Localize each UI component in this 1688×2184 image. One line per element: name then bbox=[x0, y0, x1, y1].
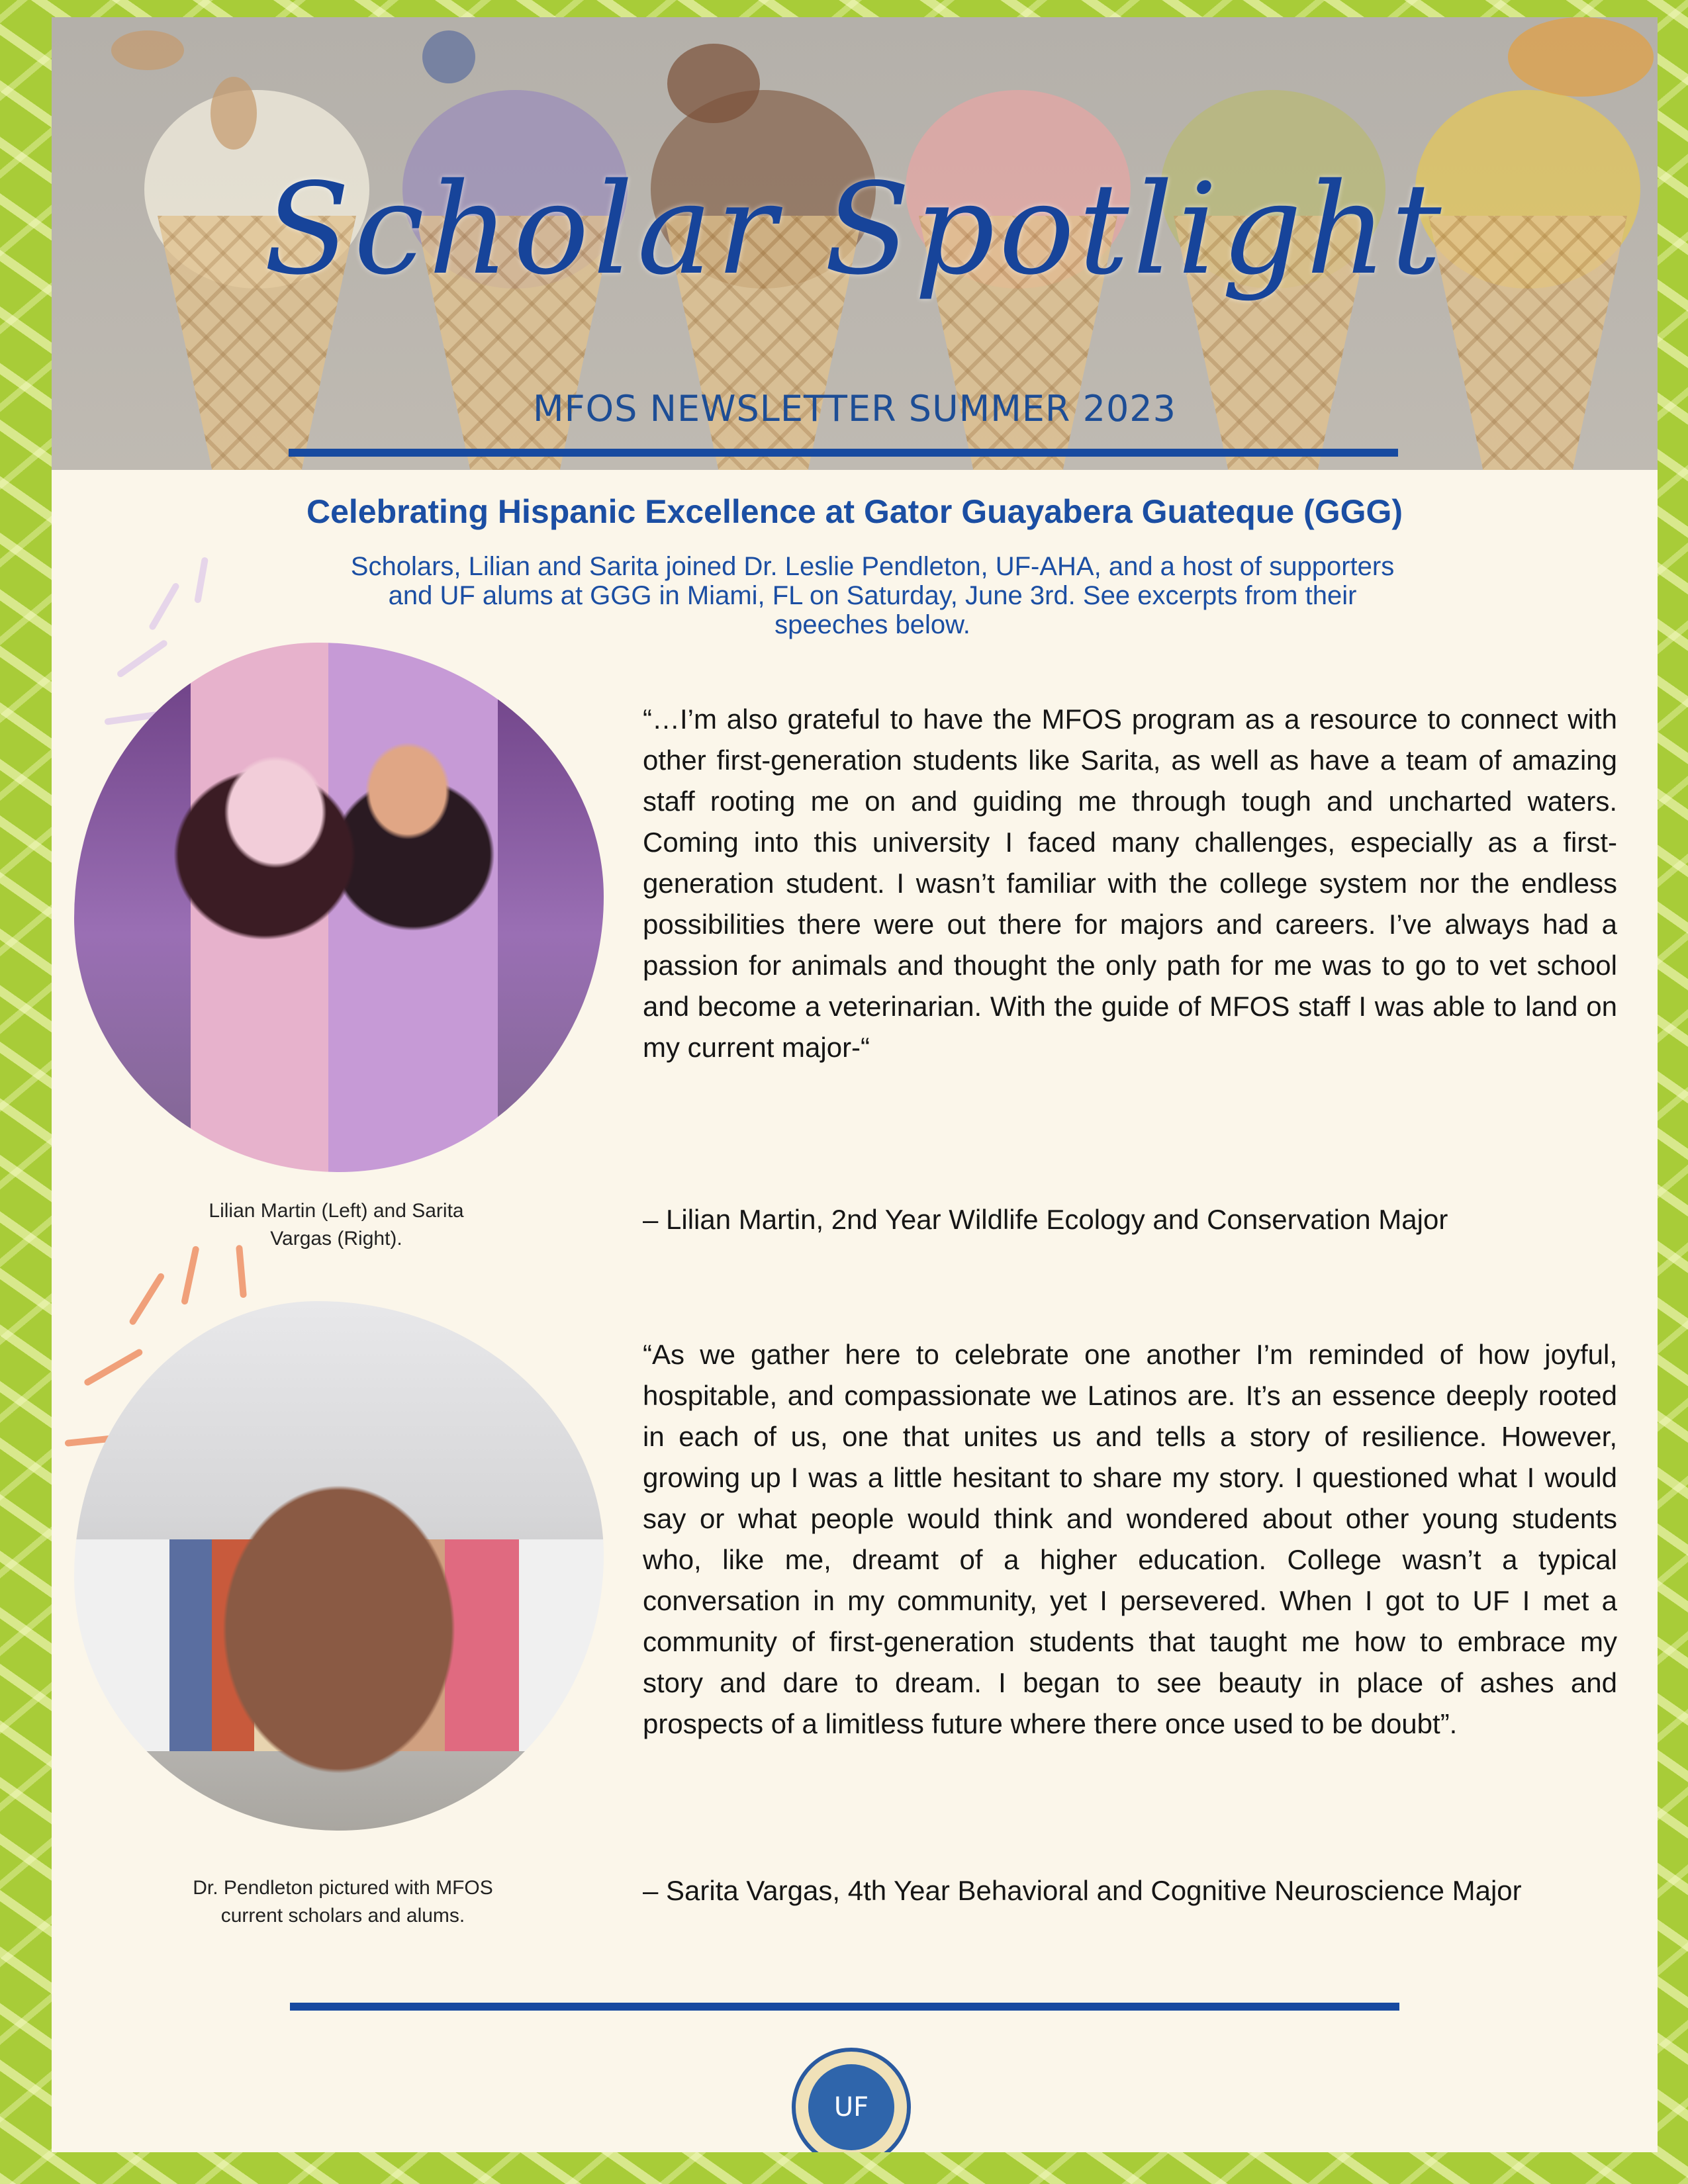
scholars-photo bbox=[74, 643, 604, 1172]
quote-attribution: – Lilian Martin, 2nd Year Wildlife Ecology and Conservation Major bbox=[643, 1204, 1448, 1235]
group-photo bbox=[74, 1301, 604, 1831]
blueberry-image bbox=[422, 30, 475, 83]
newsletter-page bbox=[52, 17, 1658, 2152]
mfos-logo bbox=[792, 2048, 911, 2152]
almond-image bbox=[211, 77, 257, 150]
logo-text: UF bbox=[833, 2092, 869, 2122]
photo-caption: Lilian Martin (Left) and Sarita Vargas (Right). bbox=[209, 1200, 464, 1250]
photo-caption: Dr. Pendleton pictured with MFOS current scholars and alums. bbox=[193, 1877, 493, 1927]
banner-title: Scholar Spotlight bbox=[263, 156, 1446, 302]
decorative-ray bbox=[194, 557, 209, 604]
decorative-ray bbox=[128, 1272, 165, 1326]
newsletter-subtitle: MFOS NEWSLETTER SUMMER 2023 bbox=[532, 388, 1177, 430]
almond-image bbox=[111, 30, 184, 70]
spotlight-quote: “…I’m also grateful to have the MFOS program as a resource to connect with other first-generation students like Sarita, as well as have a team of amazing staff rooting me on and guiding me through tough and uncharted waters. Coming into this university I faced many challenges, especially as a first-generation student. I wasn’t familiar with the college system nor the endless possibilities there were out there for majors and careers. I’ve always had a passion for animals and thought the only path for me was to go to vet school and become a veterinarian. With the guide of MFOS staff I was able to land on my current major-“ bbox=[643, 704, 1617, 1063]
chocolate-image bbox=[667, 44, 760, 123]
graduation-cap-icon bbox=[808, 2064, 894, 2150]
header-banner bbox=[52, 17, 1658, 470]
spotlight-quote: “As we gather here to celebrate one another I’m reminded of how joyful, hospitable, and compassionate we Latinos are. It’s an essence deeply rooted in each of us, one that unites us and tells a story of resilience. However, growing up I was a little hesitant to share my story. I questioned what I would say or what people would think and wondered about other young students who, like me, dreamt of a higher education. College wasn’t a typical conversation in my community, yet I persevered. When I got to UF I met a community of first-generation students that taught me how to embrace my story and dare to dream. I began to see beauty in place of ashes and prospects of a limitless future where there once used to be doubt”. bbox=[643, 1339, 1617, 1739]
divider bbox=[290, 2003, 1399, 2011]
article-intro: Scholars, Lilian and Sarita joined Dr. Leslie Pendleton, UF-AHA, and a host of supporters and UF alums at GGG in Miami, FL on Saturday, June 3rd. See excerpts from their speeches below. bbox=[350, 552, 1395, 639]
decorative-ray bbox=[116, 639, 168, 678]
orange-slice-image bbox=[1508, 17, 1654, 97]
decorative-ray bbox=[148, 582, 181, 631]
decorative-ray bbox=[181, 1246, 199, 1305]
divider bbox=[289, 449, 1398, 457]
article-headline: Celebrating Hispanic Excellence at Gator Guayabera Guateque (GGG) bbox=[306, 493, 1403, 530]
quote-attribution: – Sarita Vargas, 4th Year Behavioral and Cognitive Neuroscience Major bbox=[643, 1875, 1522, 1906]
decorative-ray bbox=[83, 1348, 144, 1387]
